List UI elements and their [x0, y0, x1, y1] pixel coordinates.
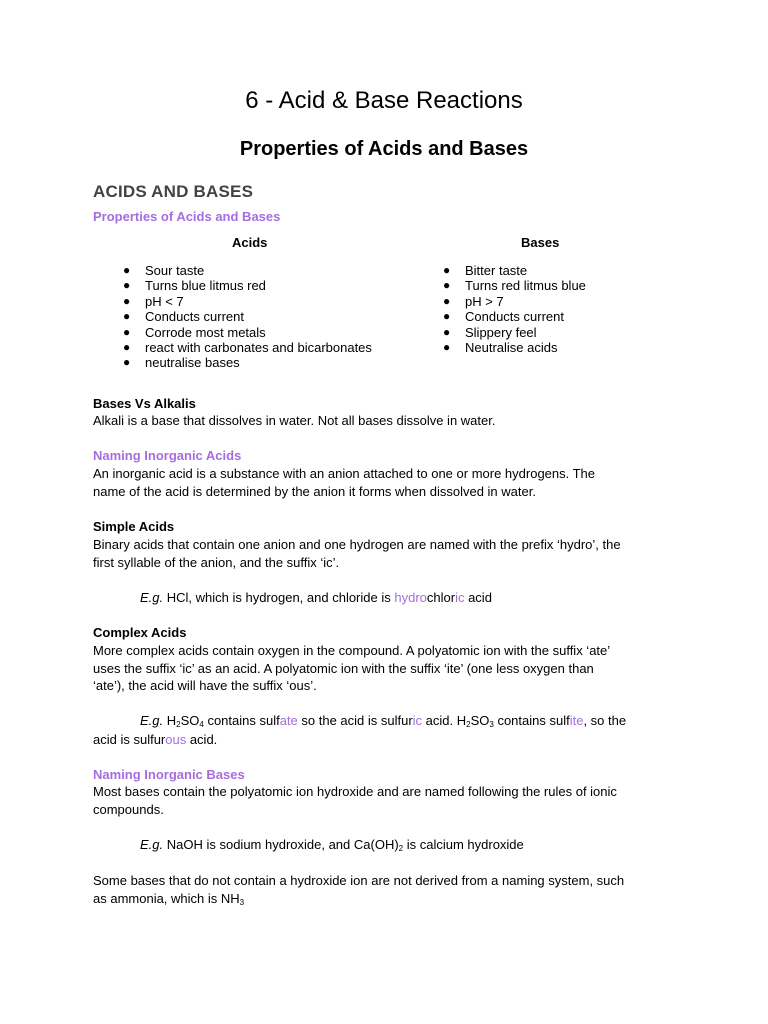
bullet-icon: ●: [123, 278, 131, 293]
list-item: ● Conducts current: [123, 309, 244, 325]
list-item: ● Corrode most metals: [123, 324, 266, 340]
acids-column-header: Acids: [232, 235, 268, 250]
list-item: ● react with carbonates and bicarbonates: [123, 340, 372, 356]
bullet-icon: ●: [123, 355, 131, 370]
list-item: ● pH < 7: [123, 293, 184, 309]
naming-bases-text: Most bases contain the polyatomic ion hydroxide and are named following the rules of ionic compounds.: [93, 784, 617, 817]
simple-acids-heading: Simple Acids: [93, 519, 175, 534]
document-subtitle: Properties of Acids and Bases: [239, 138, 529, 160]
bases-vs-alkalis-text: Alkali is a base that dissolves in water. Not all bases dissolve in water.: [93, 413, 496, 428]
document-title: 6 - Acid & Base Reactions: [245, 87, 523, 114]
bases-column-header: Bases: [521, 235, 560, 250]
list-item: ● Turns blue litmus red: [123, 278, 266, 294]
complex-acids-example-line1: E.g. $H_2SO_4$ contains sulfate so the acid is sulfuric acid. $H_2SO_3$ contains sulfite, so the: [140, 713, 627, 729]
properties-heading: Properties of Acids and Bases: [93, 209, 281, 224]
complex-acids-heading: Complex Acids: [93, 625, 187, 640]
bases-property-list: [443, 263, 586, 355]
bullet-icon: ●: [123, 293, 131, 308]
list-item: ● Slippery feel: [443, 324, 537, 340]
list-item: ● neutralise bases: [123, 355, 240, 371]
list-item: ● Conducts current: [443, 309, 564, 325]
bullet-icon: ●: [123, 263, 131, 277]
simple-acids-example: E.g. HCl, which is hydrogen, and chloride is hydrochloric acid: [140, 590, 492, 605]
bullet-icon: ●: [123, 340, 131, 355]
bullet-icon: ●: [123, 324, 131, 339]
bullet-icon: ●: [443, 278, 451, 293]
list-item: ● Bitter taste: [443, 263, 528, 278]
naming-acids-text: An inorganic acid is a substance with an anion attached to one or more hydrogens. The name of the acid is determined by the anion it forms when dissolved in water.: [93, 466, 596, 499]
bullet-icon: ●: [443, 309, 451, 324]
complex-acids-text: More complex acids contain oxygen in the compound. A polyatomic ion with the suffix ‘ate’ uses the suffix ‘ic’ as an acid. A polyatomic ion with the suffix ‘ite’ (one less oxygen than ‘ate’), the acid will have the suffix ‘ous’.: [93, 643, 611, 694]
bullet-icon: ●: [443, 340, 451, 355]
complex-acids-example-line2: acid is sulfurous acid.: [93, 732, 218, 747]
list-item: ● Neutralise acids: [443, 340, 558, 356]
bullet-icon: ●: [443, 324, 451, 339]
naming-bases-example: E.g. NaOH is sodium hydroxide, and $Ca(OH)_2$ is calcium hydroxide: [140, 837, 524, 853]
bullet-icon: ●: [443, 293, 451, 308]
simple-acids-text: Binary acids that contain one anion and one hydrogen are named with the prefix ‘hydro’, the first syllable of the anion, and the suffix ‘ic’.: [93, 537, 621, 570]
bases-vs-alkalis-heading: Bases Vs Alkalis: [93, 396, 196, 411]
naming-acids-heading: Naming Inorganic Acids: [93, 448, 242, 463]
bullet-icon: ●: [443, 263, 451, 277]
naming-bases-heading: Naming Inorganic Bases: [93, 767, 245, 782]
naming-bases-closing-text: Some bases that do not contain a hydroxide ion are not derived from a naming system, such as ammonia, which is $NH_3$: [93, 873, 625, 907]
list-item: ● Sour taste: [123, 263, 205, 278]
bullet-icon: ●: [123, 309, 131, 324]
list-item: ● Turns red litmus blue: [443, 278, 586, 294]
section-heading: ACIDS AND BASES: [93, 182, 254, 201]
list-item: ● pH > 7: [443, 293, 504, 309]
acids-property-list: [123, 263, 372, 371]
